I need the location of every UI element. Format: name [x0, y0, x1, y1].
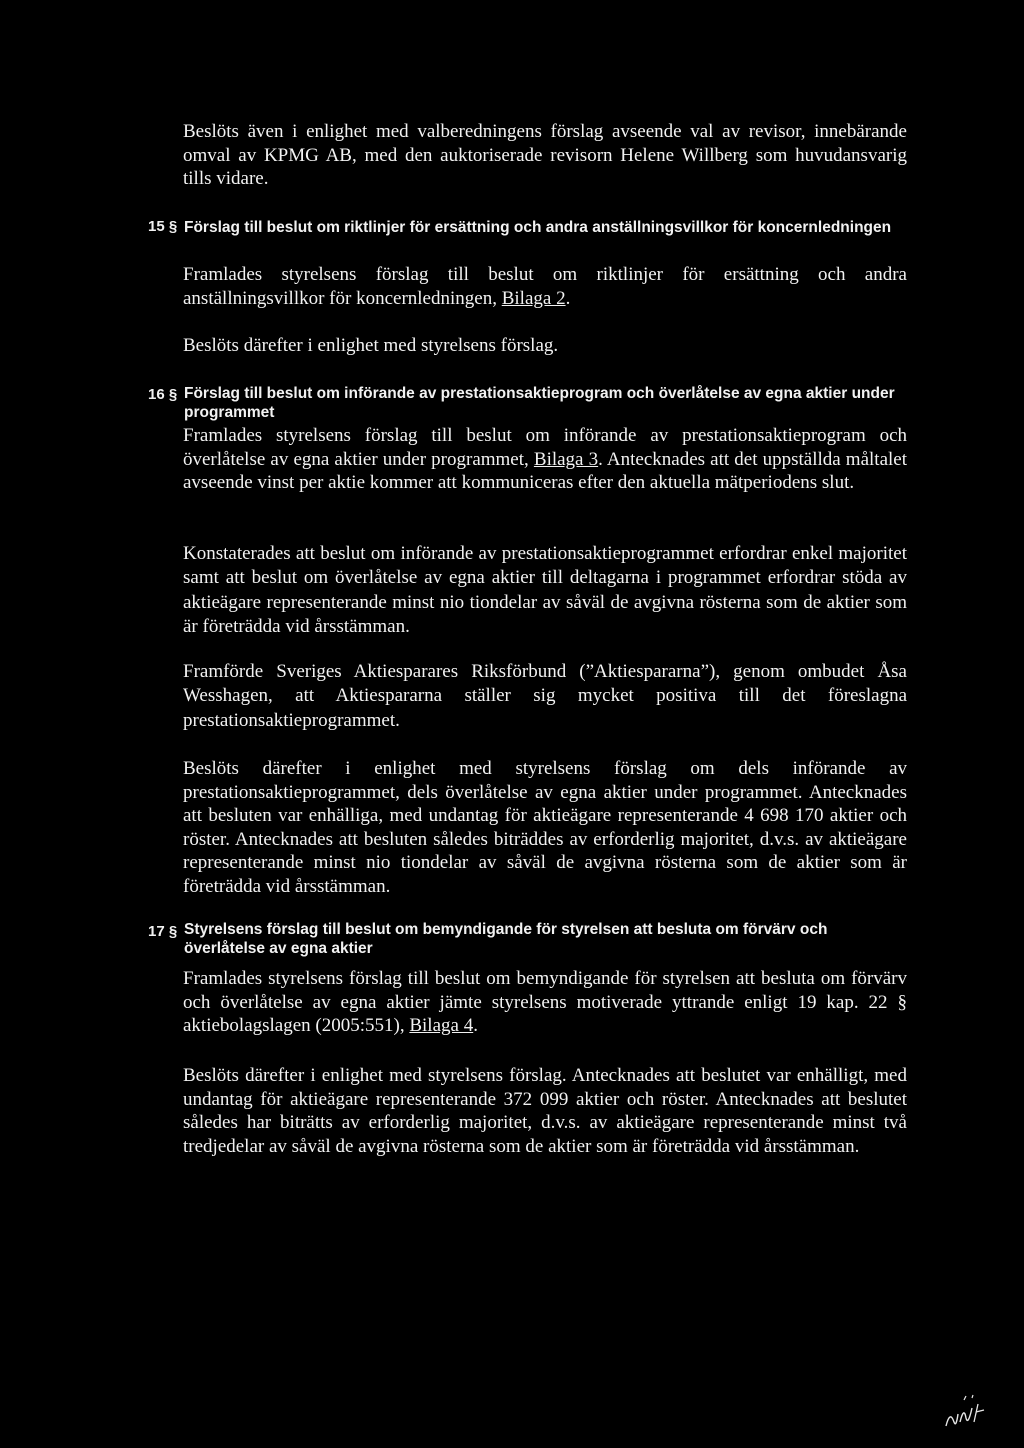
- bilaga-3-link[interactable]: Bilaga 3: [533, 448, 599, 470]
- section-16-number: 16 §: [148, 386, 178, 403]
- section-17-number: 17 §: [148, 923, 178, 940]
- section-15-paragraph-1: [183, 263, 907, 310]
- section-16-paragraph-4: Beslöts därefter i enlighet med styrelsens förslag om dels införande av prestationsaktieprogrammet, dels överlåtelse av egna aktier under programmet. Antecknades att besluten var enhälliga, med undantag för aktieägare representerande 4 698 170 aktier och röster. Antecknades att besluten således biträddes av erforderlig majoritet, d.v.s. av aktieägare representerande minst nio tiondelar av såväl de avgivna rösterna som de aktier som är företrädda vid årsstämman.: [183, 758, 907, 897]
- section-17-paragraph-1-end: .: [473, 1015, 478, 1037]
- intro-text: Beslöts även i enlighet med valberedningens förslag avseende val av revisor, innebärande omval av KPMG AB, med den auktoriserade revisorn Helene Willberg som huvudansvarig tills vidare.: [183, 121, 907, 190]
- intro-paragraph: [183, 120, 907, 191]
- section-16-heading: Förslag till beslut om införande av prestationsaktieprogram och överlåtelse av egna aktier under programmet: [184, 385, 895, 421]
- section-17-paragraph-2: Beslöts därefter i enlighet med styrelsens förslag. Antecknades att beslutet var enhälligt, med undantag för aktieägare representerande 372 099 aktier och röster. Antecknades att beslutet således har biträtts av erforderlig majoritet, d.v.s. av aktieägare representerande minst två tredjedelar av såväl de avgivna rösterna som de aktier som är företrädda vid årsstämman.: [183, 1065, 907, 1157]
- section-15-heading: Förslag till beslut om riktlinjer för ersättning och andra anställningsvillkor för koncernledningen: [184, 219, 892, 236]
- section-16-paragraph-2: Konstaterades att beslut om införande av prestationsaktieprogrammet erfordrar enkel majoritet samt att beslut om överlåtelse av egna aktier till deltagarna i programmet erfordrar stöda av aktieägare representerande minst nio tiondelar av såväl de avgivna rösterna som de aktier som är företrädda vid årsstämman.: [183, 543, 907, 638]
- section-16-paragraph-3: Framförde Sveriges Aktiesparares Riksförbund (”Aktiespararna”), genom ombudet Åsa Wesshagen, att Aktiespararna ställer sig mycket positiva till det föreslagna prestationsaktieprogrammet.: [183, 661, 907, 731]
- section-15-paragraph-2: Beslöts därefter i enlighet med styrelsens förslag.: [183, 335, 559, 356]
- signature-initials: [942, 1392, 990, 1432]
- section-15-number: 15 §: [148, 218, 178, 235]
- bilaga-2-link[interactable]: Bilaga 2: [501, 287, 566, 309]
- section-16-paragraph-1-end: . Antecknades att det uppställda måltalet avseende vinst per aktie kommer att kommuniceras efter den aktuella mätperiodens slut.: [183, 448, 907, 494]
- section-17-paragraph-1-text: Framlades styrelsens förslag till beslut om bemyndigande för styrelsen att besluta om förvärv och överlåtelse av egna aktier jämte styrelsens motiverade yttrande enligt 19 kap. 22 § aktiebolagslagen (2005:551),: [183, 968, 907, 1037]
- section-16-paragraph-1: [183, 424, 907, 495]
- section-17-heading: Styrelsens förslag till beslut om bemyndigande för styrelsen att besluta om förvärv och överlåtelse av egna aktier: [184, 921, 828, 957]
- section-15-paragraph-1-text: Framlades styrelsens förslag till beslut om riktlinjer för ersättning och andra anställningsvillkor för koncernledningen,: [183, 264, 907, 309]
- bilaga-4-link[interactable]: Bilaga 4: [409, 1015, 474, 1037]
- section-17-paragraph-1: [183, 967, 907, 1038]
- section-16-paragraph-1-text: Framlades styrelsens förslag till beslut om införande av prestationsaktieprogram och överlåtelse av egna aktier under programmet,: [183, 425, 907, 470]
- section-15-paragraph-1-end: .: [565, 287, 571, 309]
